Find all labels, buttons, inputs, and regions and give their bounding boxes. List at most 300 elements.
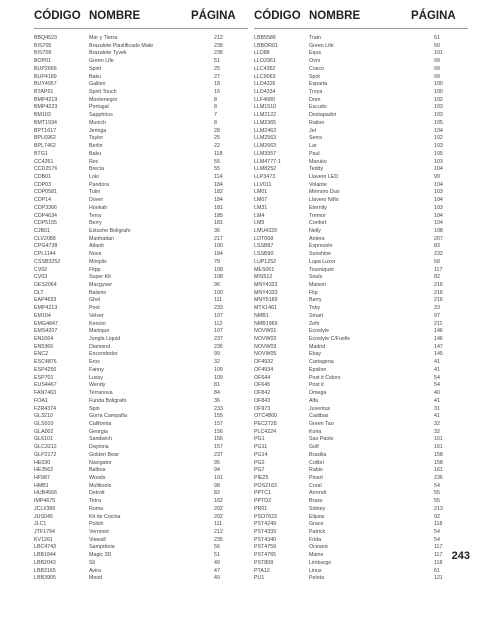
cell-page: 216 [434,297,443,304]
cell-code: LLV011 [254,181,272,188]
cell-code: GL3210 [34,413,53,420]
cell-page: 99 [434,58,440,65]
cell-code: PST4340 [254,536,277,543]
header-page: PÁGINA [411,10,456,22]
cell-page: 207 [434,235,443,242]
table-row [34,135,248,143]
cell-code: PTA12 [254,567,270,574]
cell-code: BBQ4523 [34,35,57,41]
cell-page: 146 [434,336,443,343]
cell-name: Tulin [89,189,101,196]
table-row [34,104,248,112]
cell-page: 237 [214,451,223,458]
cell-page: 104 [434,166,443,173]
cell-page: 117 [434,552,443,559]
cell-code: OTC4860 [254,413,277,420]
cell-code: LLD4326 [254,81,276,88]
table-row [34,575,248,583]
cell-code: PU1 [254,575,265,582]
cell-code: MIS512 [254,274,273,281]
cell-code: LM31 [254,204,268,211]
table-row [34,568,248,576]
cell-name: Jet [309,127,317,134]
cell-code: CC4261 [34,158,54,165]
table-row [34,282,248,290]
cell-page: 104 [434,220,443,227]
cell-name: Tetra [89,498,101,505]
cell-page: 82 [214,490,220,497]
cell-code: NOVW01 [254,328,277,335]
cell-page: 8 [214,104,217,111]
table-row [254,135,468,143]
table-row [34,236,248,244]
cell-code: CDP3366 [34,204,57,211]
cell-name: Llavero Niño [309,197,339,204]
cell-code: LLM4777-1 [254,158,281,165]
table-row [254,382,468,390]
header-name: NOMBRE [309,10,361,22]
cell-code: LBB3165 [34,567,56,574]
cell-page: 100 [434,89,443,96]
cell-page: 55 [214,158,220,165]
cell-name: Cadibas [309,413,329,420]
cell-page: 51 [434,35,440,41]
table-row [34,382,248,390]
cell-page: 184 [214,197,223,204]
table-row [34,514,248,522]
cell-code: CDP4634 [34,212,57,219]
table-row [254,166,468,174]
cell-name: Flip [309,289,318,296]
cell-page: 36 [214,227,220,234]
cell-code: EMP4213 [34,305,58,312]
cell-page: 145 [434,351,443,358]
table-row [34,267,248,275]
cell-name: Viewall [89,536,106,543]
cell-code: PPTC1 [254,490,272,497]
cell-name: Ration [309,119,325,126]
table-row [34,413,248,421]
table-row [254,390,468,398]
cell-name: Esparta [309,81,328,88]
cell-page: 97 [434,312,440,319]
cell-page: 103 [434,189,443,196]
cell-code: LBB5586 [254,35,276,41]
cell-page: 118 [434,521,443,528]
cell-code: CDP0581 [34,189,57,196]
cell-name: Antera [309,235,325,242]
cell-code: LLM2122 [254,112,277,119]
cell-code: CSSB3252 [34,258,61,265]
cell-page: 81 [214,382,220,389]
table-row [34,406,248,414]
cell-code: GLA002 [34,428,54,435]
cell-page: 202 [214,513,223,520]
cell-name: Sidney [309,505,326,512]
cell-name: Georgia [89,428,108,435]
cell-code: LLM2463 [254,127,277,134]
table-row [34,182,248,190]
cell-code: OF842 [254,390,271,397]
cell-name: Souls [309,274,323,281]
cell-page: 41 [434,413,440,420]
cell-page: 114 [214,173,223,180]
cell-code: POS2163 [254,482,277,489]
table-row [254,236,468,244]
table-row [254,344,468,352]
cell-code: PG14 [254,451,268,458]
cell-page: 158 [434,459,443,466]
cell-name: Ebay [309,351,322,358]
table-row [34,220,248,228]
cell-name: Paul [309,150,320,157]
cell-page: 55 [434,490,440,497]
cell-code: EAP4653 [34,297,57,304]
table-row [34,375,248,383]
cell-name: Brass [309,498,323,505]
cell-name: Pool [89,305,100,312]
table-row [254,213,468,221]
cell-page: 112 [214,320,223,327]
cell-page: 41 [434,366,440,373]
table-row [254,66,468,74]
cell-code: PG1 [254,436,265,443]
cell-code: CDP03 [34,181,52,188]
table-row [254,143,468,151]
cell-name: Atlanti [89,243,104,250]
cell-name: Detroit [89,490,105,497]
cell-code: HE3562 [34,467,54,474]
table-row [254,514,468,522]
table-row [254,58,468,66]
cell-name: Lar [309,143,317,150]
cell-page: 232 [434,251,443,258]
cell-name: Koira [309,428,322,435]
table-row [254,282,468,290]
table-row [254,259,468,267]
table-row [34,367,248,375]
cell-name: California [89,420,112,427]
cell-page: 103 [434,158,443,165]
cell-name: Velvet [89,312,104,319]
table-row [34,429,248,437]
cell-name: Volante [309,181,327,188]
cell-name: Elipsis [309,513,325,520]
table-row [254,97,468,105]
table-row [254,189,468,197]
cell-code: FAN7463 [34,390,57,397]
cell-code: CDB01 [34,173,52,180]
header-divider [254,28,468,29]
cell-code: LOT068 [254,235,274,242]
cell-code: LM4 [254,212,265,219]
cell-name: Spot [309,73,320,80]
cell-name: Pinart [309,474,323,481]
cell-code: EUS4467 [34,382,57,389]
table-row [254,89,468,97]
cell-name: Lupa Luxor [309,258,336,265]
table-row [34,529,248,537]
cell-page: 118 [214,150,223,157]
cell-name: Hookah [89,204,108,211]
cell-code: LBB3905 [34,575,56,582]
header-code: CÓDIGO [254,10,301,22]
cell-name: Colibrí [309,459,325,466]
cell-code: OF644 [254,374,271,381]
cell-name: Sapphirus [89,112,113,119]
table-row [34,58,248,66]
table-row [254,467,468,475]
cell-page: 162 [214,498,223,505]
cell-page: 50 [434,42,440,49]
cell-code: LBC4743 [34,544,57,551]
cell-name: Roma [89,505,104,512]
table-row [34,89,248,97]
cell-name: Lussy [89,374,103,381]
cell-code: NOVW05 [254,351,277,358]
cell-name: Juventus [309,405,331,412]
cell-name: Sampdoria [89,544,115,551]
table-row [34,205,248,213]
cell-name: Teddy [309,166,324,173]
cell-name: Confort [309,220,327,227]
cell-name: Brazalete Plastificado Mate [89,42,154,49]
table-row [254,475,468,483]
cell-page: 156 [214,436,223,443]
cell-page: 83 [434,243,440,250]
cell-code: NMB1 [254,312,269,319]
cell-code: PST4759 [254,544,277,551]
cell-name: Sunshine [309,251,332,258]
cell-page: 155 [214,413,223,420]
table-row [34,336,248,344]
cell-page: 49 [214,575,220,582]
table-row [34,166,248,174]
cell-code: PLC4224 [254,428,277,435]
cell-name: Rabio [309,467,323,474]
table-row [34,274,248,282]
cell-name: Daytona [89,444,109,451]
table-row [34,66,248,74]
cell-name: Balboa [89,467,106,474]
cell-page: 182 [214,189,223,196]
cell-name: Toby [309,305,321,312]
cell-page: 118 [434,559,443,566]
cell-name: Escudo [309,104,327,111]
cell-page: 7 [214,112,217,119]
table-row [34,313,248,321]
cell-name: Baku [89,73,102,80]
header-divider [34,28,248,29]
cell-name: Terra [89,212,102,219]
cell-name: Arrendi [309,490,327,497]
cell-code: PST4339 [254,529,277,535]
cell-name: Woods [89,474,106,481]
cell-page: 55 [214,166,220,173]
table-row [254,359,468,367]
cell-page: 84 [214,390,220,397]
cell-page: 96 [214,282,220,288]
cell-page: 8 [214,96,217,103]
cell-code: JCLI/389 [34,505,56,512]
table-row [254,104,468,112]
cell-code: LLM1510 [254,104,277,111]
cell-code: PG2 [254,459,265,466]
cell-name: Portugal [89,104,109,111]
cell-name: Polish [89,521,104,528]
header-name: NOMBRE [89,10,141,22]
cell-page: 58 [434,258,440,265]
cell-page: 101 [434,50,443,57]
cell-page: 41 [434,359,440,366]
cell-code: CPG4738 [34,243,58,250]
cell-page: 108 [214,266,223,273]
cell-name: Brazalete Tyvek [89,50,127,57]
table-row [34,444,248,452]
cell-name: Cartagena [309,359,334,366]
cell-code: BTAP61 [34,89,54,96]
cell-name: Spirit Touch [89,89,117,96]
cell-code: GL6101 [34,436,53,443]
cell-code: LLD88 [254,50,270,57]
cell-name: Pelota [309,575,325,582]
cell-page: 104 [434,181,443,188]
cell-name: Green Life [309,42,334,49]
cell-page: 104 [434,197,443,204]
cell-name: Coral [309,482,322,489]
cell-code: PG11 [254,444,268,451]
cell-page: 49 [214,559,220,566]
cell-code: FOA1 [34,397,48,404]
cell-code: PSO7623 [254,513,277,520]
cell-code: IMP4675 [34,498,56,505]
cell-page: 100 [434,81,443,88]
table-row [34,159,248,167]
cell-page: 105 [434,119,443,126]
cell-page: 36 [214,397,220,404]
cell-code: DES2064 [34,282,57,288]
table-row [254,267,468,275]
cell-page: 237 [214,336,223,343]
table-row [34,475,248,483]
cell-code: GLS010 [34,420,54,427]
cell-page: 236 [434,474,443,481]
cell-page: 212 [214,35,223,41]
cell-code: LM07 [254,197,268,204]
cell-code: ESP701 [34,374,54,381]
cell-page: 79 [214,258,220,265]
table-row [254,544,468,552]
cell-name: Expresión [309,243,333,250]
cell-page: 216 [434,282,443,288]
header-code: CÓDIGO [34,10,81,22]
cell-code: EN5366 [34,343,54,350]
table-row [34,521,248,529]
cell-name: Mood [89,575,103,582]
cell-code: GLP2172 [34,451,57,458]
cell-code: BOP01 [34,58,52,65]
cell-page: 233 [214,405,223,412]
table-row [34,228,248,236]
cell-page: 82 [434,274,440,281]
cell-page: 47 [214,567,220,574]
cell-code: BMP4219 [34,96,58,103]
cell-page: 55 [434,498,440,505]
table-row [254,521,468,529]
table-row [34,297,248,305]
cell-name: Brasilia [309,451,327,458]
cell-page: 109 [214,374,223,381]
cell-code: BM103 [34,112,51,119]
cell-name: Multitools [89,482,112,489]
table-row [254,81,468,89]
cell-code: OF4934 [254,366,274,373]
cell-code: PST4765 [254,552,277,559]
table-row [34,460,248,468]
table-row [34,328,248,336]
cell-name: Llavero LED [309,173,339,180]
table-row [254,336,468,344]
table-row [254,305,468,313]
table-row [254,552,468,560]
cell-code: LLM8252 [254,166,277,173]
cell-code: PST808 [254,559,274,566]
cell-name: Jeringa [89,127,107,134]
cell-page: 98 [214,482,220,489]
cell-code: EMS4207 [34,328,58,335]
cell-code: GLC3212 [34,444,57,451]
cell-name: Ovni [309,58,320,65]
cell-name: Eros [89,359,100,366]
cell-page: 92 [434,513,440,520]
table-body [254,35,468,583]
cell-code: CPL1144 [34,251,56,258]
cell-name: Ecostyle C/Fuelle [309,336,351,343]
cell-page: 16 [214,89,220,96]
cell-code: HF987 [34,474,50,481]
cell-page: 18 [214,81,220,88]
cell-name: Kenoto [89,320,106,327]
cell-name: Equs [309,50,322,57]
table-row [254,43,468,51]
cell-name: Barry [309,297,322,304]
table-row [34,213,248,221]
cell-code: HMB1 [34,482,49,489]
cell-name: Encendedor [89,351,118,358]
cell-page: 104 [434,127,443,134]
table-row [34,151,248,159]
cell-code: LLF4680 [254,96,275,103]
cell-name: Balsino [89,289,107,296]
table-row [254,290,468,298]
cell-name: Limburgo [309,559,332,566]
table-row [34,174,248,182]
cell-page: 156 [214,428,223,435]
cell-code: LSSB90 [254,251,274,258]
cell-name: Sandwich [89,436,112,443]
cell-code: BPL7462 [34,143,56,150]
cell-page: 235 [214,536,223,543]
cell-name: Dover [89,197,104,204]
cell-page: 147 [434,343,443,350]
cell-page: 233 [214,305,223,312]
cell-page: 102 [434,96,443,103]
cell-code: BUP2666 [34,65,57,72]
cell-code: LLC9063 [254,73,276,80]
cell-code: MES001 [254,266,275,273]
table-row [254,151,468,159]
table-row [34,483,248,491]
